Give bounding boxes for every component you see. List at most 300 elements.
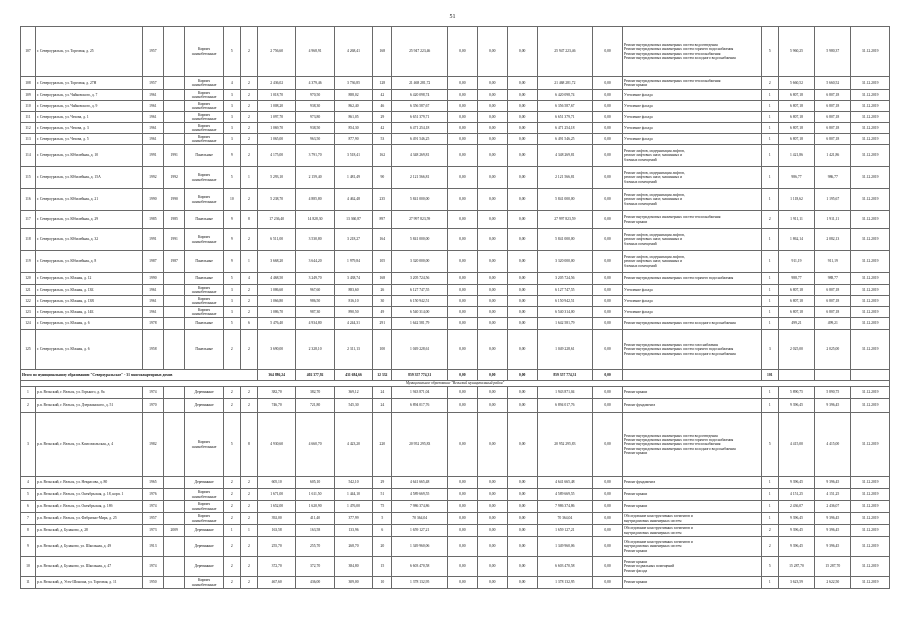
residential-area: 384,80 [334,557,372,577]
fund-3: 0,00 [507,189,537,211]
row-number: 115 [21,167,36,189]
year-renovated [164,501,185,513]
fund-3: 0,00 [507,330,537,370]
work-type: Ремонт внутридомовых инженерных систем водоотведения Ремонт внутридомовых инженерных систем горячего водоснабжения Ремонт внутридомовых инженерных систем теплоснабжения Ремонт внутридомовых инженерных систем холодного водоснабжения Ремонт крыши [622,413,761,477]
fund-3: 0,00 [507,525,537,537]
max-unit-cost: 9 396,45 [815,399,851,413]
entrances: 2 [240,112,257,123]
total-f1: 0,00 [447,370,477,381]
owners-funds: 7 986 374,86 [537,501,593,513]
entrances: 2 [240,387,257,399]
year-renovated: 1992 [164,167,185,189]
fund-1: 0,00 [447,489,477,501]
page-number: 51 [449,14,456,20]
row-number: 7 [21,513,36,525]
max-unit-cost: 2 082,13 [815,229,851,251]
entrances: 2 [240,77,257,90]
wall-material: Панельные [185,330,223,370]
fund-1: 0,00 [447,229,477,251]
total-row [21,370,890,381]
unit-cost: 6 807,18 [778,101,814,112]
owners-funds: 2 121 566,81 [537,167,593,189]
work-type: Утепление фасада [622,123,761,134]
owners-funds: 1 642 581,79 [537,318,593,330]
residents: 29 [373,112,392,123]
table-row [21,251,890,273]
residential-area: 1 444,10 [334,489,372,501]
section-title: Муниципальное образование "Вельский муниципальный район" [21,381,890,387]
year-renovated [164,27,185,77]
fund-4: 0,00 [593,123,623,134]
max-unit-cost: 6 807,18 [815,134,851,145]
total-area: 3 668,20 [257,251,295,273]
fund-3: 0,00 [507,296,537,307]
entrances: 2 [240,134,257,145]
living-area: 967,60 [296,285,334,296]
unit-cost: 6 807,18 [778,296,814,307]
completion-date: 31.12.2019 [851,167,890,189]
fund-2: 0,00 [477,189,507,211]
floors: 3 [223,296,240,307]
completion-date: 31.12.2019 [851,537,890,557]
unit-cost: 2 436,07 [778,501,814,513]
work-type: Утепление фасада [622,285,761,296]
year-renovated [164,307,185,318]
wall-material: Деревянные [185,387,223,399]
table-row [21,387,890,399]
wall-material: Кирпич шлакобетонные [185,413,223,477]
fund-4: 0,00 [593,167,623,189]
total-cost: 4 589 669,55 [392,489,448,501]
living-area: 721,80 [296,399,334,413]
wall-material: Кирпич шлакобетонные [185,134,223,145]
fund-4: 0,00 [593,77,623,90]
entrances: 2 [240,285,257,296]
residents: 24 [373,387,392,399]
fund-3: 0,00 [507,90,537,101]
floors: 5 [223,413,240,477]
total-area: 5 476,40 [257,318,295,330]
fund-4: 0,00 [593,387,623,399]
address: г. Североуральск, ул. Торговая, д. 25 [35,27,142,77]
wall-material: Панельные [185,211,223,229]
fund-1: 0,00 [447,189,477,211]
max-unit-cost: 4 151,25 [815,489,851,501]
work-count: 1 [761,189,778,211]
unit-cost: 1 862,14 [778,229,814,251]
completion-date: 31.12.2019 [851,189,890,211]
fund-4: 0,00 [593,557,623,577]
residential-area: 4 244,31 [334,318,372,330]
fund-2: 0,00 [477,513,507,525]
fund-4: 0,00 [593,90,623,101]
fund-4: 0,00 [593,189,623,211]
fund-2: 0,00 [477,537,507,557]
row-number: 107 [21,27,36,77]
living-area: 987,30 [296,307,334,318]
fund-3: 0,00 [507,489,537,501]
max-unit-cost: 1 195,67 [815,189,851,211]
residents: 5 [373,513,392,525]
total-cost: 4 641 665,48 [392,477,448,489]
owners-funds: 6 150 942,51 [537,296,593,307]
wall-material: Деревянные [185,525,223,537]
fund-2: 0,00 [477,318,507,330]
work-count: 1 [761,145,778,167]
entrances: 2 [240,229,257,251]
max-unit-cost: 6 807,18 [815,307,851,318]
fund-4: 0,00 [593,251,623,273]
residential-area: 883,60 [334,285,372,296]
max-unit-cost: 6 807,18 [815,90,851,101]
year-renovated [164,330,185,370]
wall-material: Кирпич шлакобетонные [185,501,223,513]
work-count: 1 [761,285,778,296]
unit-cost: 1 911,11 [778,211,814,229]
residential-area: 13 360,87 [334,211,372,229]
row-number: 111 [21,112,36,123]
entrances: 6 [240,318,257,330]
work-type: Ремонт внутридомовых инженерных систем теплоснабжения Ремонт крыши [622,77,761,90]
work-count: 2 [761,211,778,229]
owners-funds: 6 651 379,71 [537,112,593,123]
work-type: Ремонт крыши Ремонт подвальных помещений Ремонт фасада [622,557,761,577]
year-renovated [164,90,185,101]
fund-2: 0,00 [477,229,507,251]
completion-date: 31.12.2019 [851,112,890,123]
owners-funds: 4 641 665,48 [537,477,593,489]
capital-repair-table [20,26,890,589]
floors: 2 [223,477,240,489]
total-area: 746,70 [257,399,295,413]
work-type: Ремонт внутридомовых инженерных систем холодного водоснабжения [622,318,761,330]
entrances: 2 [240,189,257,211]
fund-2: 0,00 [477,296,507,307]
total-area: 1 065,00 [257,134,295,145]
work-type: Ремонт крыши [622,387,761,399]
total-area: 1 671,00 [257,489,295,501]
total-cost: 1 049 228,61 [392,330,448,370]
year-built: 1957 [142,27,163,77]
row-number: 10 [21,557,36,577]
total-area: 4 468,50 [257,273,295,285]
fund-2: 0,00 [477,330,507,370]
address: р.п. Вельский, г. Вельск, ул. Октябрьская, д. 18, корп. 1 [35,489,142,501]
table-row [21,577,890,589]
total-cost: 21 468 281,72 [392,77,448,90]
total-cost: 1 349 960,06 [392,537,448,557]
fund-1: 0,00 [447,134,477,145]
year-renovated [164,557,185,577]
year-built: 1991 [142,145,163,167]
max-unit-cost: 986,77 [815,167,851,189]
fund-4: 0,00 [593,27,623,77]
living-area: 411,40 [296,513,334,525]
completion-date: 31.12.2019 [851,330,890,370]
address: г. Североуральск, ул. Чехова, д. 5 [35,134,142,145]
floors: 9 [223,145,240,167]
entrances: 1 [240,167,257,189]
row-number: 122 [21,296,36,307]
residents: 100 [373,330,392,370]
total-cost: 5 841 000,00 [392,229,448,251]
fund-3: 0,00 [507,145,537,167]
work-count: 1 [761,387,778,399]
entrances: 2 [240,501,257,513]
fund-3: 0,00 [507,413,537,477]
unit-cost: 3 623,59 [778,577,814,589]
unit-cost: 6 807,18 [778,123,814,134]
work-type: Ремонт лифтов, модернизация лифтов, ремонт лифтовых шахт, машинных и блочных помещений [622,229,761,251]
total-area: 4 930,60 [257,413,295,477]
living-area: 605,10 [296,477,334,489]
work-type: Утепление фасада [622,90,761,101]
total-f2: 0,00 [477,370,507,381]
completion-date: 31.12.2019 [851,211,890,229]
floors: 3 [223,101,240,112]
table-row [21,557,890,577]
year-renovated [164,513,185,525]
table-row [21,399,890,413]
row-number: 118 [21,229,36,251]
row-number: 9 [21,537,36,557]
address: г. Североуральск, ул. Юбилейная, д. 8 [35,251,142,273]
year-renovated [164,101,185,112]
table-row [21,101,890,112]
total-area: 5 238,70 [257,189,295,211]
row-number: 125 [21,330,36,370]
address: р.п. Вельский, г. Вельск, ул. Горького, д. 8а [35,387,142,399]
row-number: 113 [21,134,36,145]
completion-date: 31.12.2019 [851,90,890,101]
max-unit-cost: 499,21 [815,318,851,330]
fund-3: 0,00 [507,211,537,229]
total-cost: 70 364,04 [392,513,448,525]
max-unit-cost: 1 911,11 [815,211,851,229]
max-unit-cost: 5 980,37 [815,27,851,77]
total-cost: 27 997 823,59 [392,211,448,229]
fund-4: 0,00 [593,318,623,330]
unit-cost: 986,77 [778,167,814,189]
fund-3: 0,00 [507,112,537,123]
floors: 2 [223,513,240,525]
total-area3: 431 684,66 [334,370,372,381]
fund-1: 0,00 [447,413,477,477]
residential-area: 542,10 [334,477,372,489]
total-cost: 3 205 724,56 [392,273,448,285]
max-unit-cost: 9 396,45 [815,525,851,537]
owners-funds: 6 603 470,58 [537,557,593,577]
residents: 30 [373,296,392,307]
work-type: Ремонт лифтов, модернизация лифтов, ремонт лифтовых шахт, машинных и блочных помещений [622,145,761,167]
unit-cost: 2 025,00 [778,330,814,370]
total-cost: 6 127 747,55 [392,285,448,296]
total-area: 4 175,00 [257,145,295,167]
year-built: 1974 [142,501,163,513]
work-type: Утепление фасада [622,134,761,145]
fund-2: 0,00 [477,477,507,489]
max-unit-cost: 6 807,18 [815,296,851,307]
year-built: 1978 [142,318,163,330]
entrances: 2 [240,27,257,77]
fund-1: 0,00 [447,145,477,167]
year-renovated [164,477,185,489]
fund-1: 0,00 [447,330,477,370]
year-built: 1990 [142,189,163,211]
year-built: 1961 [142,296,163,307]
max-unit-cost: 4 415,00 [815,413,851,477]
fund-4: 0,00 [593,477,623,489]
residents: 15 [373,557,392,577]
fund-1: 0,00 [447,399,477,413]
unit-cost: 9 396,45 [778,477,814,489]
fund-4: 0,00 [593,513,623,525]
total-cost: 20 952 295,83 [392,413,448,477]
year-renovated: 1991 [164,145,185,167]
work-count: 3 [761,330,778,370]
total-cost: 6 894 017,76 [392,399,448,413]
fund-3: 0,00 [507,123,537,134]
floors: 2 [223,557,240,577]
year-built: 1913 [142,537,163,557]
work-type: Обследование конструктивных элементов и внутридомовых инженерных систем [622,513,761,525]
owners-funds: 6 420 098,74 [537,90,593,101]
residents: 6 [373,525,392,537]
wall-material: Кирпич шлакобетонные [185,513,223,525]
max-unit-cost: 6 807,18 [815,123,851,134]
wall-material: Кирпич шлакобетонные [185,77,223,90]
floors: 2 [223,501,240,513]
total-cost: 6 420 098,74 [392,90,448,101]
fund-2: 0,00 [477,577,507,589]
residential-area: 309,00 [334,577,372,589]
year-built: 1965 [142,477,163,489]
work-count: 2 [761,525,778,537]
fund-1: 0,00 [447,101,477,112]
entrances: 2 [240,296,257,307]
fund-3: 0,00 [507,513,537,525]
fund-4: 0,00 [593,307,623,318]
max-unit-cost: 6 807,18 [815,285,851,296]
year-built: 1974 [142,557,163,577]
entrances: 2 [240,399,257,413]
work-type: Утепление фасада [622,101,761,112]
max-unit-cost: 6 807,18 [815,112,851,123]
wall-material: Кирпич шлакобетонные [185,285,223,296]
floors: 2 [223,330,240,370]
year-renovated: 1985 [164,211,185,229]
work-type: Обследование конструктивных элементов и внутридомовых инженерных систем Ремонт крыши [622,537,761,557]
unit-cost: 6 807,18 [778,112,814,123]
residents: 42 [373,123,392,134]
floors: 3 [223,285,240,296]
total-cost: 6 471 254,18 [392,123,448,134]
fund-4: 0,00 [593,145,623,167]
total-cost: 6 540 314,00 [392,307,448,318]
unit-cost: 9 396,45 [778,537,814,557]
total-area: 1 652,00 [257,501,295,513]
total-area: 6 511,00 [257,229,295,251]
floors: 1 [223,525,240,537]
row-number: 119 [21,251,36,273]
table-row [21,513,890,525]
unit-cost: 4 151,25 [778,489,814,501]
total-cost: 6 356 587,67 [392,101,448,112]
wall-material: Панельные [185,273,223,285]
fund-4: 0,00 [593,413,623,477]
floors: 5 [223,27,240,77]
year-renovated [164,273,185,285]
owners-funds: 21 468 281,72 [537,77,593,90]
year-built: 1957 [142,77,163,90]
work-type: Ремонт фундамента [622,399,761,413]
fund-1: 0,00 [447,167,477,189]
total-cost: 1 659 127,21 [392,525,448,537]
table-row [21,330,890,370]
living-area: 436,00 [296,577,334,589]
total-area: 372,70 [257,557,295,577]
year-built: 1990 [142,273,163,285]
row-number: 108 [21,77,36,90]
work-count: 1 [761,296,778,307]
wall-material: Панельные [185,145,223,167]
fund-3: 0,00 [507,167,537,189]
fund-3: 0,00 [507,557,537,577]
work-count: 1 [761,489,778,501]
work-count: 2 [761,77,778,90]
living-area: 4 379,46 [296,77,334,90]
living-area: 255,70 [296,537,334,557]
owners-funds: 6 540 314,00 [537,307,593,318]
fund-1: 0,00 [447,123,477,134]
total-area: 392,00 [257,513,295,525]
max-unit-cost: 15 287,70 [815,557,851,577]
fund-2: 0,00 [477,134,507,145]
owners-funds: 6 127 747,55 [537,285,593,296]
total-cost: 7 986 374,86 [392,501,448,513]
fund-3: 0,00 [507,229,537,251]
table-row [21,273,890,285]
fund-1: 0,00 [447,577,477,589]
total-cost: 6 491 546,25 [392,134,448,145]
entrances: 2 [240,330,257,370]
work-count: 1 [761,251,778,273]
address: р.п. Вельский, г. Вельск, ул. Фабрично-Мира, д. 25 [35,513,142,525]
table-row [21,134,890,145]
total-count: 101 [761,370,778,381]
floors: 9 [223,229,240,251]
floors: 2 [223,577,240,589]
residential-area: 1 476,00 [334,501,372,513]
work-type: Ремонт внутридомовых инженерных систем теплоснабжения Ремонт крыши [622,211,761,229]
wall-material: Кирпич шлакобетонные [185,27,223,77]
total-area: 1 086,60 [257,285,295,296]
table-row [21,90,890,101]
floors: 2 [223,489,240,501]
row-number: 6 [21,501,36,513]
total-cost: 4 348 269,81 [392,145,448,167]
floors: 3 [223,90,240,101]
work-count: 1 [761,307,778,318]
fund-4: 0,00 [593,273,623,285]
fund-4: 0,00 [593,101,623,112]
residents: 75 [373,501,392,513]
address: г. Североуральск, ул. Южная, д. 6 [35,318,142,330]
row-number: 109 [21,90,36,101]
owners-funds: 6 894 017,76 [537,399,593,413]
residential-area: 890,50 [334,307,372,318]
total-area: 1 069,70 [257,123,295,134]
